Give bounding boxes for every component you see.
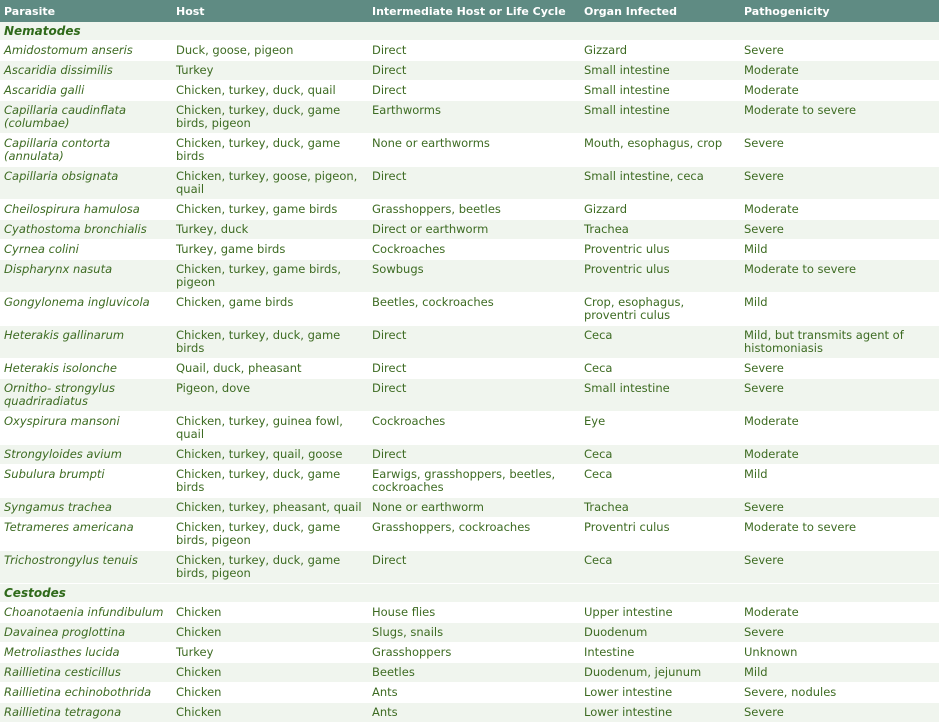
cell-organ: Ceca <box>580 465 740 498</box>
table-row <box>0 134 939 167</box>
cell-parasite: Capillaria caudinflata (columbae) <box>0 101 172 134</box>
cell-pathogenicity: Moderate <box>740 445 939 465</box>
cell-organ: Small intestine <box>580 61 740 81</box>
table-row <box>0 101 939 134</box>
cell-life-cycle: Grasshoppers <box>368 643 580 663</box>
cell-organ: Small intestine <box>580 81 740 101</box>
cell-life-cycle: Beetles <box>368 663 580 683</box>
cell-pathogenicity: Mild <box>740 465 939 498</box>
cell-life-cycle: Earwigs, grasshoppers, beetles, cockroaches <box>368 465 580 498</box>
cell-parasite: Metroliasthes lucida <box>0 643 172 663</box>
cell-host: Turkey, duck <box>172 220 368 240</box>
cell-parasite: Raillietina echinobothrida <box>0 683 172 703</box>
cell-pathogenicity: Severe, nodules <box>740 683 939 703</box>
cell-life-cycle: Beetles, cockroaches <box>368 293 580 326</box>
cell-pathogenicity: Severe <box>740 551 939 584</box>
table-row <box>0 498 939 518</box>
cell-organ: Crop, esophagus, proventri culus <box>580 293 740 326</box>
cell-life-cycle: House flies <box>368 603 580 623</box>
cell-host: Chicken, turkey, duck, game birds, pigeon <box>172 518 368 551</box>
header-pathogenicity: Pathogenicity <box>740 0 939 22</box>
cell-host: Duck, goose, pigeon <box>172 41 368 61</box>
cell-organ: Ceca <box>580 445 740 465</box>
cell-parasite: Capillaria contorta (annulata) <box>0 134 172 167</box>
cell-life-cycle: Direct <box>368 326 580 359</box>
cell-organ: Upper intestine <box>580 603 740 623</box>
table-row <box>0 293 939 326</box>
cell-life-cycle: Direct <box>368 167 580 200</box>
header-organ: Organ Infected <box>580 0 740 22</box>
section-header <box>0 22 939 41</box>
cell-organ: Trachea <box>580 220 740 240</box>
cell-organ: Trachea <box>580 498 740 518</box>
cell-life-cycle: Direct <box>368 41 580 61</box>
cell-life-cycle: Direct <box>368 379 580 412</box>
cell-pathogenicity: Severe <box>740 167 939 200</box>
table-row <box>0 326 939 359</box>
cell-life-cycle: Ants <box>368 683 580 703</box>
cell-life-cycle: None or earthworm <box>368 498 580 518</box>
cell-life-cycle: Direct <box>368 359 580 379</box>
cell-parasite: Dispharynx nasuta <box>0 260 172 293</box>
cell-pathogenicity: Severe <box>740 703 939 723</box>
cell-organ: Ceca <box>580 551 740 584</box>
cell-parasite: Raillietina cesticillus <box>0 663 172 683</box>
cell-host: Turkey <box>172 643 368 663</box>
cell-parasite: Cheilospirura hamulosa <box>0 200 172 220</box>
table-row <box>0 41 939 61</box>
table-row <box>0 663 939 683</box>
cell-parasite: Davainea proglottina <box>0 623 172 643</box>
cell-host: Chicken <box>172 623 368 643</box>
cell-host: Turkey <box>172 61 368 81</box>
cell-pathogenicity: Mild <box>740 293 939 326</box>
section-title: Cestodes <box>0 584 939 603</box>
cell-pathogenicity: Severe <box>740 379 939 412</box>
cell-host: Chicken, turkey, guinea fowl, quail <box>172 412 368 445</box>
cell-parasite: Trichostrongylus tenuis <box>0 551 172 584</box>
cell-parasite: Tetrameres americana <box>0 518 172 551</box>
cell-life-cycle: Sowbugs <box>368 260 580 293</box>
cell-pathogenicity: Severe <box>740 498 939 518</box>
cell-life-cycle: Earthworms <box>368 101 580 134</box>
cell-host: Chicken, turkey, duck, quail <box>172 81 368 101</box>
cell-life-cycle: Direct <box>368 61 580 81</box>
table-row <box>0 220 939 240</box>
table-row <box>0 240 939 260</box>
cell-life-cycle: Grasshoppers, beetles <box>368 200 580 220</box>
cell-life-cycle: Direct <box>368 81 580 101</box>
cell-organ: Eye <box>580 412 740 445</box>
cell-host: Chicken, turkey, goose, pigeon, quail <box>172 167 368 200</box>
cell-pathogenicity: Moderate <box>740 200 939 220</box>
cell-pathogenicity: Moderate to severe <box>740 260 939 293</box>
cell-pathogenicity: Severe <box>740 41 939 61</box>
cell-organ: Duodenum <box>580 623 740 643</box>
cell-organ: Gizzard <box>580 200 740 220</box>
cell-organ: Small intestine <box>580 101 740 134</box>
cell-life-cycle: Cockroaches <box>368 412 580 445</box>
table-header <box>0 0 939 22</box>
cell-host: Chicken, turkey, duck, game birds <box>172 134 368 167</box>
cell-life-cycle: Slugs, snails <box>368 623 580 643</box>
cell-organ: Proventric ulus <box>580 240 740 260</box>
table-body <box>0 22 939 723</box>
cell-life-cycle: Grasshoppers, cockroaches <box>368 518 580 551</box>
cell-host: Chicken, turkey, pheasant, quail <box>172 498 368 518</box>
cell-organ: Intestine <box>580 643 740 663</box>
cell-pathogenicity: Severe <box>740 623 939 643</box>
table-row <box>0 703 939 723</box>
cell-pathogenicity: Mild, but transmits agent of histomoniasis <box>740 326 939 359</box>
table-row <box>0 683 939 703</box>
table-row <box>0 81 939 101</box>
cell-organ: Proventric ulus <box>580 260 740 293</box>
cell-pathogenicity: Moderate <box>740 603 939 623</box>
cell-pathogenicity: Severe <box>740 134 939 167</box>
cell-host: Chicken, turkey, duck, game birds <box>172 465 368 498</box>
cell-pathogenicity: Moderate <box>740 412 939 445</box>
cell-organ: Proventri culus <box>580 518 740 551</box>
cell-life-cycle: Cockroaches <box>368 240 580 260</box>
cell-organ: Small intestine <box>580 379 740 412</box>
table-row <box>0 643 939 663</box>
cell-pathogenicity: Moderate <box>740 61 939 81</box>
cell-host: Chicken, turkey, quail, goose <box>172 445 368 465</box>
cell-host: Chicken <box>172 603 368 623</box>
cell-pathogenicity: Moderate to severe <box>740 101 939 134</box>
cell-organ: Ceca <box>580 326 740 359</box>
header-row <box>0 0 939 22</box>
cell-life-cycle: Direct <box>368 551 580 584</box>
cell-life-cycle: Direct or earthworm <box>368 220 580 240</box>
cell-host: Chicken, game birds <box>172 293 368 326</box>
cell-parasite: Ascaridia dissimilis <box>0 61 172 81</box>
cell-organ: Duodenum, jejunum <box>580 663 740 683</box>
table-row <box>0 445 939 465</box>
section-header <box>0 584 939 603</box>
header-life-cycle: Intermediate Host or Life Cycle <box>368 0 580 22</box>
cell-parasite: Cyrnea colini <box>0 240 172 260</box>
cell-life-cycle: Ants <box>368 703 580 723</box>
cell-parasite: Ornitho- strongylus quadriradiatus <box>0 379 172 412</box>
cell-parasite: Subulura brumpti <box>0 465 172 498</box>
cell-organ: Ceca <box>580 359 740 379</box>
cell-parasite: Gongylonema ingluvicola <box>0 293 172 326</box>
header-parasite: Parasite <box>0 0 172 22</box>
table-row <box>0 167 939 200</box>
cell-host: Chicken, turkey, duck, game birds, pigeon <box>172 551 368 584</box>
table-row <box>0 518 939 551</box>
cell-pathogenicity: Severe <box>740 220 939 240</box>
cell-pathogenicity: Mild <box>740 240 939 260</box>
table-row <box>0 200 939 220</box>
cell-pathogenicity: Unknown <box>740 643 939 663</box>
section-title: Nematodes <box>0 22 939 41</box>
cell-host: Chicken, turkey, game birds, pigeon <box>172 260 368 293</box>
cell-pathogenicity: Moderate to severe <box>740 518 939 551</box>
table-row <box>0 379 939 412</box>
cell-parasite: Raillietina tetragona <box>0 703 172 723</box>
table-row <box>0 61 939 81</box>
cell-parasite: Choanotaenia infundibulum <box>0 603 172 623</box>
cell-parasite: Strongyloides avium <box>0 445 172 465</box>
cell-parasite: Heterakis gallinarum <box>0 326 172 359</box>
cell-parasite: Capillaria obsignata <box>0 167 172 200</box>
table-row <box>0 603 939 623</box>
table-row <box>0 465 939 498</box>
cell-parasite: Cyathostoma bronchialis <box>0 220 172 240</box>
cell-host: Chicken, turkey, duck, game birds, pigeon <box>172 101 368 134</box>
cell-pathogenicity: Mild <box>740 663 939 683</box>
cell-life-cycle: None or earthworms <box>368 134 580 167</box>
cell-organ: Lower intestine <box>580 683 740 703</box>
header-host: Host <box>172 0 368 22</box>
cell-host: Chicken, turkey, game birds <box>172 200 368 220</box>
cell-host: Quail, duck, pheasant <box>172 359 368 379</box>
table-row <box>0 623 939 643</box>
cell-host: Turkey, game birds <box>172 240 368 260</box>
cell-life-cycle: Direct <box>368 445 580 465</box>
cell-parasite: Heterakis isolonche <box>0 359 172 379</box>
cell-organ: Small intestine, ceca <box>580 167 740 200</box>
cell-host: Chicken <box>172 663 368 683</box>
cell-organ: Gizzard <box>580 41 740 61</box>
table-row <box>0 412 939 445</box>
table-row <box>0 260 939 293</box>
cell-parasite: Oxyspirura mansoni <box>0 412 172 445</box>
cell-organ: Lower intestine <box>580 703 740 723</box>
cell-pathogenicity: Moderate <box>740 81 939 101</box>
cell-organ: Mouth, esophagus, crop <box>580 134 740 167</box>
cell-pathogenicity: Severe <box>740 359 939 379</box>
table-row <box>0 359 939 379</box>
table-row <box>0 551 939 584</box>
cell-parasite: Ascaridia galli <box>0 81 172 101</box>
cell-parasite: Syngamus trachea <box>0 498 172 518</box>
cell-host: Chicken <box>172 703 368 723</box>
cell-host: Pigeon, dove <box>172 379 368 412</box>
cell-host: Chicken <box>172 683 368 703</box>
cell-host: Chicken, turkey, duck, game birds <box>172 326 368 359</box>
cell-parasite: Amidostomum anseris <box>0 41 172 61</box>
